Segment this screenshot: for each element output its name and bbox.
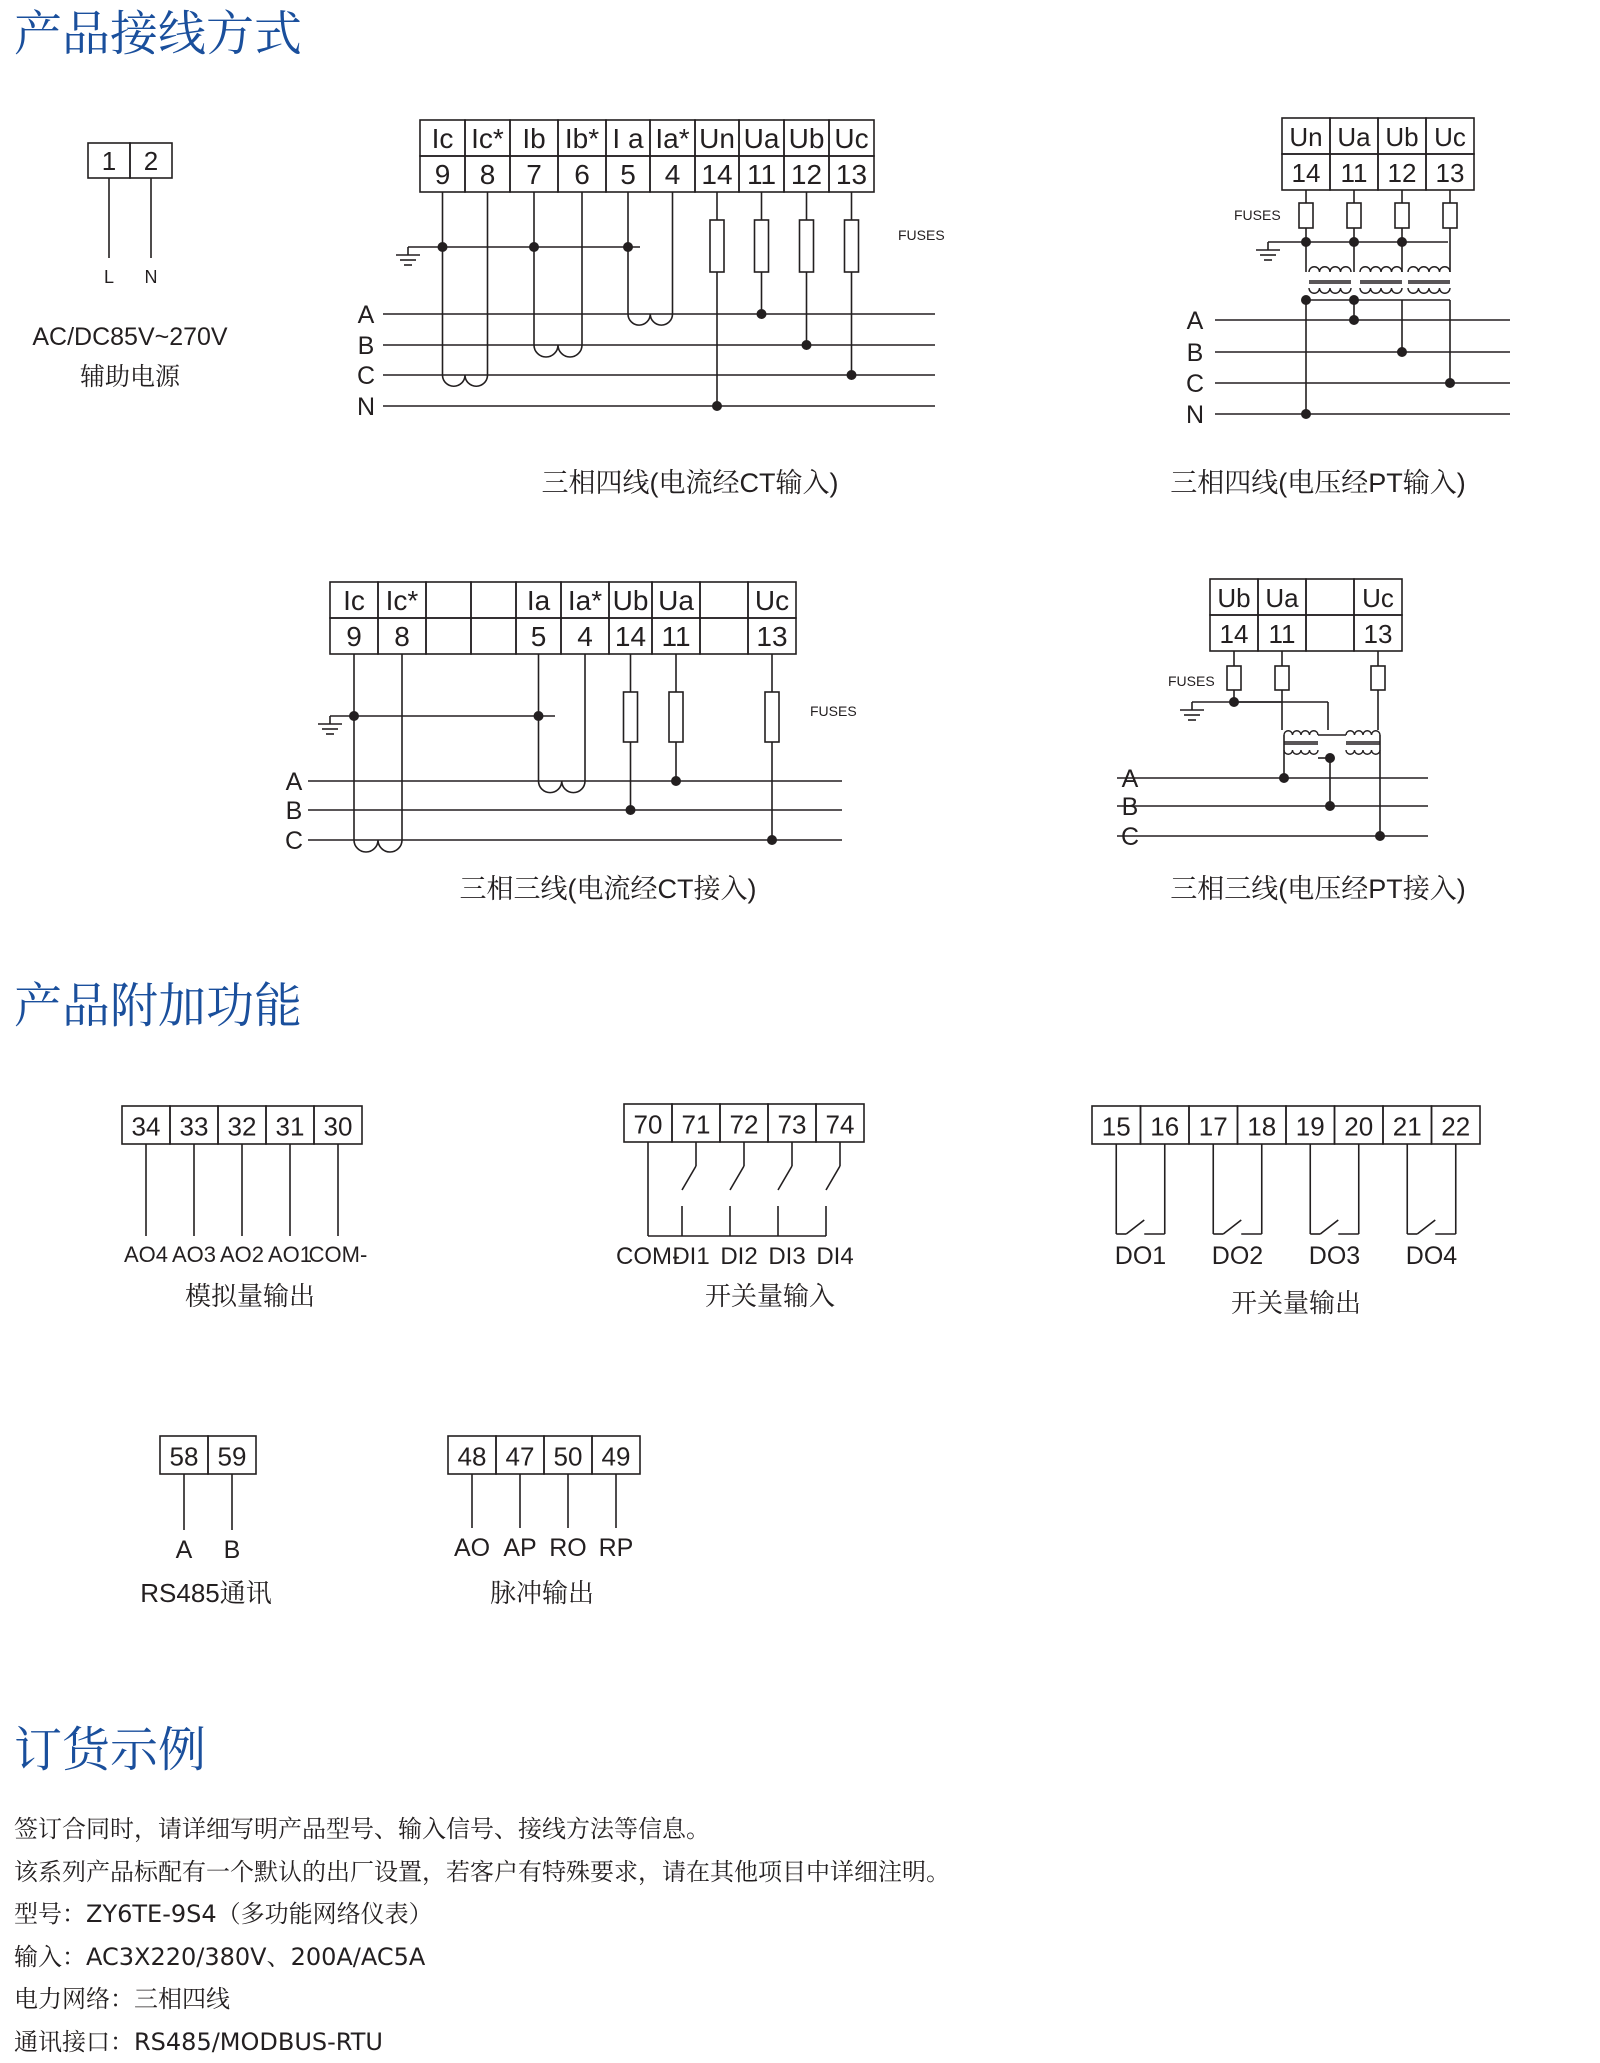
ct-coil [443,375,488,386]
terminal-number: 14 [615,621,646,652]
three-phase-three-wire-pt-diagram [1117,579,1466,904]
switch-contact [682,1166,696,1190]
terminal-number: 2 [144,146,158,176]
terminal-number: 4 [577,621,593,652]
pt-winding [1309,288,1351,293]
terminal-number: 6 [574,159,590,190]
terminal-label: Ua [658,585,694,616]
power-caption: 辅助电源 [80,363,181,391]
fuse [1395,203,1409,228]
junction-dot [671,776,681,786]
terminal-number: 32 [228,1111,257,1141]
terminal-label: Ia* [568,585,602,616]
order-line: 型号：ZY6TE-9S4（多功能网络仪表） [14,1893,950,1936]
phase-label: B [1122,793,1139,821]
terminal-label: Ua [1337,122,1371,152]
switch-input-diagram [616,1104,864,1311]
lead-label: DI4 [816,1243,853,1270]
fuse [669,692,683,742]
terminal-number: 14 [701,159,732,190]
terminal-number: 7 [526,159,542,190]
lead-label: AO1 [268,1242,312,1267]
lead-label: DO1 [1115,1242,1166,1270]
lead-label: N [145,267,158,287]
terminal-number: 13 [1364,619,1393,649]
terminal-number: 11 [1341,158,1368,188]
switch-output-diagram [1092,1106,1480,1318]
fuse [755,220,769,272]
terminal-label: Uc [834,123,868,154]
lead-label: RO [549,1534,587,1562]
fuse [845,220,859,272]
lead-label: RP [599,1534,634,1562]
fuse [1443,203,1457,228]
phase-label: C [1121,823,1139,851]
phase-label: N [357,393,375,421]
terminal-label-cell [471,582,516,618]
pt-winding [1346,750,1380,754]
pulse-output-diagram [448,1436,640,1608]
phase-label: C [285,827,303,855]
junction-dot [802,340,812,350]
terminal-number: 19 [1296,1111,1325,1141]
junction-dot [712,401,722,411]
phase-label: B [1187,339,1204,367]
terminal-label: Ub [789,123,825,154]
pt-winding [1346,731,1380,735]
diagram-caption: 模拟量输出 [185,1281,315,1311]
terminal-label: Ub [613,585,649,616]
phase-label: A [1122,765,1139,793]
diagram-caption: RS485通讯 [140,1578,272,1608]
ct-coil [539,781,586,793]
terminal-number: 11 [1269,619,1296,649]
terminal-number: 72 [730,1109,759,1139]
lead-label: COM- [616,1243,680,1270]
lead-label: A [176,1536,193,1564]
order-line: 通讯接口：RS485/MODBUS-RTU [14,2021,950,2063]
terminal-label: Uc [755,585,789,616]
fuse [765,692,779,742]
terminal-label: Ia [527,585,551,616]
terminal-number: 33 [180,1111,209,1141]
terminal-label: Ua [744,123,780,154]
fuse [1227,666,1241,690]
pt-winding [1408,267,1450,272]
phase-label: A [286,768,303,796]
terminal-number: 15 [1102,1111,1131,1141]
terminal-label: I a [612,123,644,154]
terminal-number: 73 [778,1109,807,1139]
junction-dot [1349,315,1359,325]
diagram-caption: 三相四线(电流经CT输入) [542,468,839,498]
terminal-number: 9 [346,621,362,652]
terminal-label-cell [1306,579,1354,615]
section-title-order: 订货示例 [14,1722,206,1778]
order-line: 输入：AC3X220/380V、200A/AC5A [14,1936,950,1979]
lead-label: B [224,1536,241,1564]
order-notes [14,1808,950,2063]
three-phase-three-wire-ct-diagram [285,582,857,904]
terminal-label: Un [699,123,735,154]
section-title-extras: 产品附加功能 [14,978,302,1034]
terminal-number: 14 [1292,158,1321,188]
terminal-number: 58 [170,1441,199,1471]
terminal-label: Ic* [471,123,504,154]
terminal-number: 12 [791,159,822,190]
switch-contact [826,1166,840,1190]
junction-dot [1445,378,1455,388]
terminal-number-cell [1306,615,1354,651]
terminal-number: 30 [324,1111,353,1141]
pt-winding [1360,267,1402,272]
fuses-label: FUSES [1234,207,1281,223]
terminal-label: Ic [343,585,365,616]
terminal-number: 47 [506,1441,535,1471]
fuse [710,220,724,272]
terminal-number: 16 [1150,1111,1179,1141]
junction-dot [1301,409,1311,419]
terminal-label: Ua [1265,583,1299,613]
three-phase-four-wire-ct-diagram [357,120,945,498]
junction-dot [626,805,636,815]
switch-contact [1417,1220,1435,1234]
terminal-number: 5 [620,159,636,190]
junction-dot [1279,773,1289,783]
junction-dot [1397,347,1407,357]
terminal-number: 70 [634,1109,663,1139]
terminal-number: 13 [836,159,867,190]
order-line: 电力网络：三相四线 [14,1978,950,2021]
terminal-number: 9 [435,159,451,190]
ct-coil [628,314,673,325]
pt-winding [1408,288,1450,293]
analog-output-diagram [122,1106,367,1311]
junction-dot [757,309,767,319]
fuses-label: FUSES [898,227,945,243]
fuses-label: FUSES [810,703,857,719]
lead-label: COM- [309,1242,368,1267]
junction-dot [767,835,777,845]
lead-label: DI2 [720,1243,757,1270]
lead-label: AO4 [124,1242,168,1267]
pt-winding [1309,267,1351,272]
terminal-label-cell [700,582,748,618]
terminal-label: Un [1289,122,1322,152]
terminal-number: 71 [682,1109,711,1139]
junction-dot [847,370,857,380]
ct-coil [354,840,402,852]
terminal-label: Ia* [655,123,689,154]
fuse [1347,203,1361,228]
terminal-number: 5 [531,621,547,652]
three-phase-four-wire-pt-diagram [1170,118,1510,498]
terminal-number: 8 [394,621,410,652]
diagram-caption: 三相三线(电流经CT接入) [460,874,757,904]
terminal-number: 59 [218,1441,247,1471]
phase-label: A [358,301,375,329]
lead-label: DO4 [1406,1242,1458,1270]
fuse [1299,203,1313,228]
diagram-caption: 开关量输入 [705,1281,835,1311]
junction-dot [1349,295,1359,305]
phase-label: C [1186,370,1204,398]
terminal-number: 13 [756,621,787,652]
terminal-number: 1 [102,146,116,176]
terminal-number: 8 [480,159,496,190]
terminal-number: 48 [458,1441,487,1471]
terminal-number: 50 [554,1441,583,1471]
switch-contact [730,1166,744,1190]
terminal-label-cell [426,582,471,618]
terminal-number: 22 [1441,1111,1470,1141]
pt-winding [1360,288,1402,293]
switch-contact [1126,1220,1144,1234]
phase-label: C [357,362,375,390]
terminal-number: 4 [665,159,681,190]
diagram-caption: 脉冲输出 [490,1578,594,1608]
terminal-number: 31 [276,1111,305,1141]
switch-contact [1223,1220,1241,1234]
terminal-label: Ub [1385,122,1418,152]
terminal-number-cell [426,618,471,654]
phase-label: B [286,797,303,825]
terminal-number: 11 [661,621,690,652]
lead-label: DI3 [768,1243,805,1270]
terminal-label: Ib* [565,123,599,154]
terminal-number: 74 [826,1109,855,1139]
terminal-number-cell [471,618,516,654]
terminal-number: 11 [747,159,776,190]
terminal-label: Ic [432,123,454,154]
terminal-number: 49 [602,1441,631,1471]
switch-contact [1320,1220,1338,1234]
fuses-label: FUSES [1168,673,1215,689]
terminal-label: Ib [522,123,545,154]
terminal-number: 34 [132,1111,161,1141]
terminal-number: 17 [1199,1111,1228,1141]
diagram-caption: 开关量输出 [1231,1288,1361,1318]
fuse [624,692,638,742]
lead-label: AO3 [172,1242,216,1267]
power-spec: AC/DC85V~270V [32,323,228,351]
pt-winding [1284,750,1318,754]
terminal-number: 20 [1344,1111,1373,1141]
switch-contact [778,1166,792,1190]
terminal-number: 21 [1393,1111,1422,1141]
lead-label: DO3 [1309,1242,1360,1270]
phase-label: A [1187,307,1204,335]
lead-label: DI1 [672,1243,709,1270]
terminal-number: 14 [1220,619,1249,649]
fuse [800,220,814,272]
junction-dot [1375,831,1385,841]
phase-label: N [1186,401,1204,429]
phase-label: B [358,332,375,360]
terminal-label: Uc [1362,583,1394,613]
terminal-number-cell [700,618,748,654]
order-line: 该系列产品标配有一个默认的出厂设置，若客户有特殊要求，请在其他项目中详细注明。 [14,1851,950,1894]
junction-dot [1325,801,1335,811]
terminal-label: Ub [1217,583,1250,613]
section-title-wiring: 产品接线方式 [14,6,302,62]
terminal-label: Ic* [386,585,419,616]
rs485-diagram [140,1436,272,1608]
ct-coil [534,345,582,357]
lead-label: AO [454,1534,490,1562]
pt-winding [1284,731,1318,735]
lead-label: DO2 [1212,1242,1263,1270]
lead-label: AP [503,1534,536,1562]
terminal-label: Uc [1434,122,1466,152]
fuse [1371,666,1385,690]
junction-dot [1325,753,1335,763]
diagram-caption: 三相三线(电压经PT接入) [1170,874,1465,904]
terminal-number: 12 [1388,158,1417,188]
terminal-number: 18 [1247,1111,1276,1141]
diagram-caption: 三相四线(电压经PT输入) [1170,468,1465,498]
power-supply-diagram [32,143,228,391]
lead-label: L [104,267,114,287]
order-line: 签订合同时，请详细写明产品型号、输入信号、接线方法等信息。 [14,1808,950,1851]
fuse [1275,666,1289,690]
terminal-number: 13 [1436,158,1465,188]
lead-label: AO2 [220,1242,264,1267]
